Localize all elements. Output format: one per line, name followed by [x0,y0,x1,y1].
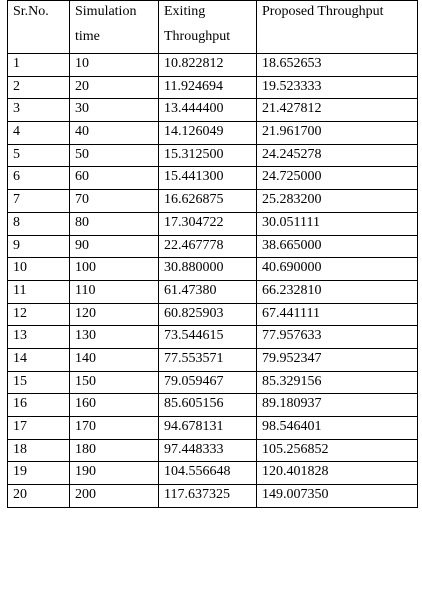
cell-existing-throughput: 79.059467 [159,371,257,394]
cell-existing-throughput: 85.605156 [159,394,257,417]
cell-sr-no: 6 [8,167,70,190]
table-row [8,439,418,462]
cell-proposed-throughput: 30.051111 [257,212,418,235]
table-row [8,54,418,77]
table-row [8,258,418,281]
table-row [8,462,418,485]
cell-simulation-time: 110 [70,280,159,303]
table-row [8,122,418,145]
cell-existing-throughput: 11.924694 [159,76,257,99]
header-sr-no-line-1: Sr.No. [13,4,49,19]
cell-proposed-throughput: 77.957633 [257,326,418,349]
cell-simulation-time: 50 [70,144,159,167]
table-row [8,280,418,303]
table-row [8,190,418,213]
cell-sr-no: 10 [8,258,70,281]
cell-sr-no: 11 [8,280,70,303]
cell-proposed-throughput: 89.180937 [257,394,418,417]
cell-simulation-time: 140 [70,348,159,371]
cell-sr-no: 20 [8,485,70,508]
cell-proposed-throughput: 21.961700 [257,122,418,145]
cell-existing-throughput: 17.304722 [159,212,257,235]
cell-existing-throughput: 60.825903 [159,303,257,326]
cell-simulation-time: 190 [70,462,159,485]
table-row [8,371,418,394]
cell-proposed-throughput: 149.007350 [257,485,418,508]
cell-sr-no: 9 [8,235,70,258]
throughput-table-container [7,0,418,508]
cell-simulation-time: 180 [70,439,159,462]
throughput-table [7,0,418,508]
header-proposed-throughput-line-1: Proposed Throughput [262,4,384,19]
cell-proposed-throughput: 24.245278 [257,144,418,167]
cell-simulation-time: 120 [70,303,159,326]
header-simulation-time [70,1,159,54]
table-row [8,348,418,371]
cell-existing-throughput: 61.47380 [159,280,257,303]
cell-sr-no: 3 [8,99,70,122]
header-simulation-time-line-2: time [75,29,100,44]
cell-simulation-time: 100 [70,258,159,281]
cell-existing-throughput: 73.544615 [159,326,257,349]
cell-existing-throughput: 77.553571 [159,348,257,371]
cell-simulation-time: 10 [70,54,159,77]
table-row [8,326,418,349]
cell-sr-no: 18 [8,439,70,462]
cell-sr-no: 14 [8,348,70,371]
cell-simulation-time: 80 [70,212,159,235]
cell-simulation-time: 40 [70,122,159,145]
cell-proposed-throughput: 38.665000 [257,235,418,258]
cell-existing-throughput: 22.467778 [159,235,257,258]
table-row [8,167,418,190]
table-row [8,417,418,440]
table-header [8,1,418,54]
cell-sr-no: 16 [8,394,70,417]
table-row [8,235,418,258]
cell-sr-no: 4 [8,122,70,145]
cell-sr-no: 5 [8,144,70,167]
cell-sr-no: 12 [8,303,70,326]
cell-proposed-throughput: 85.329156 [257,371,418,394]
cell-existing-throughput: 13.444400 [159,99,257,122]
cell-simulation-time: 150 [70,371,159,394]
cell-simulation-time: 170 [70,417,159,440]
header-existing-throughput [159,1,257,54]
cell-sr-no: 1 [8,54,70,77]
cell-simulation-time: 160 [70,394,159,417]
table-row [8,303,418,326]
header-existing-throughput-line-1: Exiting [164,4,206,19]
cell-proposed-throughput: 105.256852 [257,439,418,462]
cell-proposed-throughput: 21.427812 [257,99,418,122]
cell-existing-throughput: 30.880000 [159,258,257,281]
cell-sr-no: 19 [8,462,70,485]
cell-proposed-throughput: 24.725000 [257,167,418,190]
cell-simulation-time: 60 [70,167,159,190]
cell-proposed-throughput: 66.232810 [257,280,418,303]
header-simulation-time-line-1: Simulation [75,4,137,19]
header-proposed-throughput [257,1,418,54]
table-row [8,99,418,122]
cell-proposed-throughput: 98.546401 [257,417,418,440]
cell-sr-no: 17 [8,417,70,440]
cell-sr-no: 13 [8,326,70,349]
table-row [8,485,418,508]
cell-simulation-time: 20 [70,76,159,99]
cell-sr-no: 7 [8,190,70,213]
cell-existing-throughput: 10.822812 [159,54,257,77]
table-row [8,144,418,167]
cell-existing-throughput: 15.441300 [159,167,257,190]
cell-existing-throughput: 14.126049 [159,122,257,145]
cell-proposed-throughput: 25.283200 [257,190,418,213]
cell-proposed-throughput: 19.523333 [257,76,418,99]
cell-existing-throughput: 97.448333 [159,439,257,462]
cell-simulation-time: 90 [70,235,159,258]
cell-simulation-time: 130 [70,326,159,349]
cell-proposed-throughput: 120.401828 [257,462,418,485]
cell-simulation-time: 70 [70,190,159,213]
table-row [8,394,418,417]
cell-existing-throughput: 104.556648 [159,462,257,485]
header-row [8,1,418,54]
table-row [8,76,418,99]
cell-proposed-throughput: 67.441111 [257,303,418,326]
cell-sr-no: 15 [8,371,70,394]
cell-existing-throughput: 94.678131 [159,417,257,440]
cell-proposed-throughput: 18.652653 [257,54,418,77]
cell-proposed-throughput: 40.690000 [257,258,418,281]
header-existing-throughput-line-2: Throughput [164,29,231,44]
table-row [8,212,418,235]
table-body [8,54,418,508]
cell-simulation-time: 200 [70,485,159,508]
cell-sr-no: 8 [8,212,70,235]
header-sr-no [8,1,70,54]
cell-simulation-time: 30 [70,99,159,122]
cell-existing-throughput: 117.637325 [159,485,257,508]
cell-sr-no: 2 [8,76,70,99]
cell-existing-throughput: 16.626875 [159,190,257,213]
cell-existing-throughput: 15.312500 [159,144,257,167]
cell-proposed-throughput: 79.952347 [257,348,418,371]
